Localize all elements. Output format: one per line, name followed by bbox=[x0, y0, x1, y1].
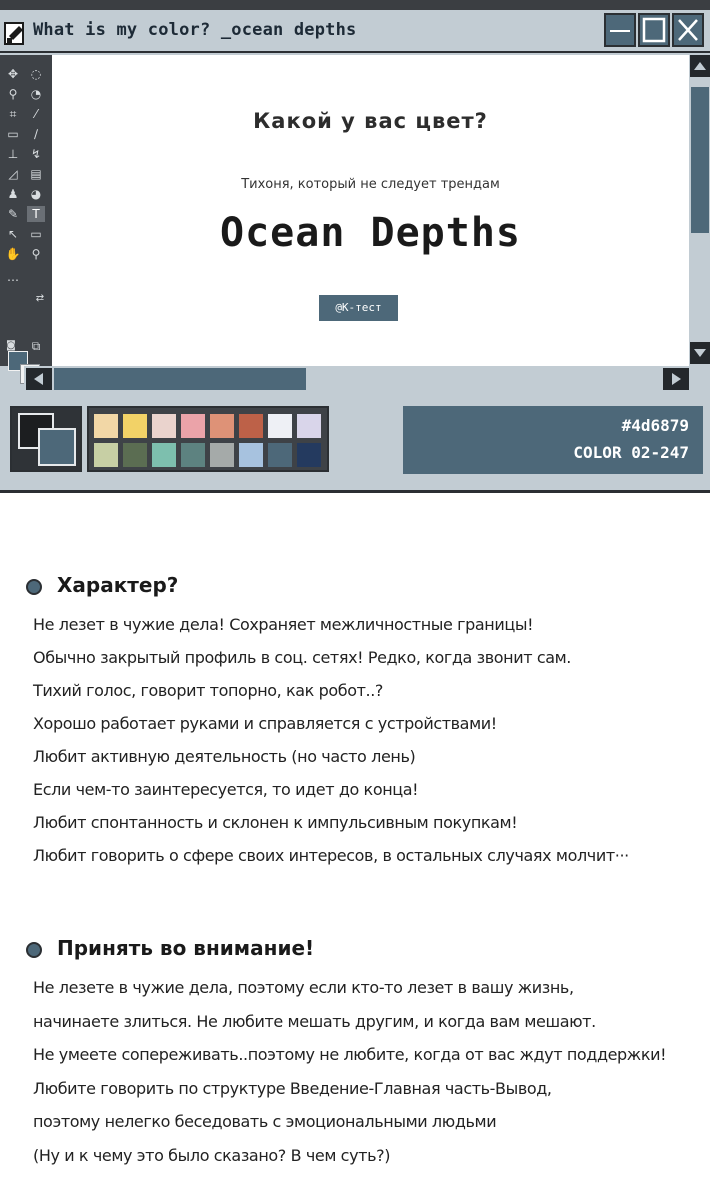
text-line: (Ну и к чему это было сказано? В чем суть?) bbox=[33, 1145, 391, 1165]
minimize-button[interactable] bbox=[604, 13, 636, 47]
marquee-icon[interactable]: ◌ bbox=[30, 67, 42, 81]
arrow-up-icon bbox=[690, 55, 710, 77]
color-name: Ocean Depths bbox=[220, 210, 521, 256]
character-lines bbox=[26, 615, 696, 879]
lasso-icon[interactable]: ◔ bbox=[30, 87, 42, 101]
text-line: Любит спонтанность и склонен к импульсивным покупкам! bbox=[33, 813, 518, 832]
text-line: Не лезете в чужие дела, поэтому если кто-то лезет в вашу жизнь, bbox=[33, 978, 574, 997]
palette-swatch[interactable] bbox=[123, 443, 147, 467]
color-info-panel bbox=[403, 406, 703, 474]
text-line: Любит говорить о сфере своих интересов, в остальных случаях молчит··· bbox=[33, 846, 629, 865]
text-line: Не умеете сопереживать..поэтому не любите, когда от вас ждут поддержки! bbox=[33, 1045, 667, 1065]
screen-mode-icon[interactable]: ⧉ bbox=[31, 339, 41, 353]
hand-icon[interactable]: ✋ bbox=[5, 247, 21, 261]
close-icon bbox=[674, 15, 702, 45]
eyedropper-icon[interactable]: ⁄ bbox=[34, 107, 37, 121]
app-window bbox=[0, 0, 710, 493]
color-picker[interactable] bbox=[10, 406, 82, 472]
rect-shape-icon[interactable]: ▭ bbox=[30, 227, 42, 241]
text-line: Тихий голос, говорит топорно, как робот..? bbox=[33, 681, 384, 700]
move-icon[interactable]: ✥ bbox=[7, 67, 19, 81]
scroll-up-button[interactable] bbox=[690, 55, 710, 77]
palette-swatch[interactable] bbox=[297, 443, 321, 467]
bullet-icon bbox=[26, 942, 42, 958]
palette-swatch[interactable] bbox=[297, 414, 321, 438]
blur-icon[interactable]: ♟ bbox=[7, 187, 19, 201]
palette-swatch[interactable] bbox=[268, 443, 292, 467]
zoom-icon[interactable]: ⚲ bbox=[31, 247, 41, 261]
magic-wand-icon[interactable]: ⚲ bbox=[8, 87, 18, 101]
scroll-down-button[interactable] bbox=[690, 342, 710, 364]
title-bar[interactable] bbox=[0, 10, 710, 53]
palette-swatch[interactable] bbox=[123, 414, 147, 438]
swap-colors-icon[interactable]: ⇄ bbox=[35, 293, 45, 304]
attention-section bbox=[26, 936, 696, 1180]
more-icon[interactable]: … bbox=[7, 270, 19, 284]
arrow-down-icon bbox=[690, 342, 710, 364]
minimize-icon bbox=[606, 15, 634, 45]
pen-icon[interactable]: ✎ bbox=[7, 207, 19, 221]
palette-swatch[interactable] bbox=[94, 443, 118, 467]
palette-swatch[interactable] bbox=[181, 443, 205, 467]
color-subtitle: Тихоня, который не следует трендам bbox=[241, 177, 500, 192]
heal-icon[interactable]: ▭ bbox=[7, 127, 19, 141]
history-brush-icon[interactable]: ↯ bbox=[30, 147, 42, 161]
eraser-icon[interactable]: ◿ bbox=[8, 167, 18, 181]
horizontal-scroll-thumb[interactable] bbox=[54, 368, 306, 390]
palette-swatch[interactable] bbox=[268, 414, 292, 438]
palette-swatch[interactable] bbox=[94, 414, 118, 438]
canvas bbox=[52, 55, 689, 366]
text-line: Любите говорить по структуре Введение-Главная часть-Вывод, bbox=[33, 1078, 552, 1098]
window-top-strip bbox=[0, 0, 710, 10]
hex-code: #4d6879 bbox=[621, 416, 689, 435]
text-line: Если чем-то заинтересуется, то идет до конца! bbox=[33, 780, 419, 799]
palette-swatch[interactable] bbox=[239, 414, 263, 438]
window-controls bbox=[604, 13, 704, 47]
section-header bbox=[26, 936, 696, 966]
app-icon bbox=[4, 22, 26, 46]
quick-mask-icon[interactable]: ◙ bbox=[6, 340, 16, 351]
color-code: COLOR 02-247 bbox=[573, 443, 689, 462]
attention-lines bbox=[26, 978, 696, 1180]
background-swatch[interactable] bbox=[38, 428, 76, 466]
character-section bbox=[26, 573, 696, 879]
dodge-icon[interactable]: ◕ bbox=[30, 187, 42, 201]
text-line: Хорошо работает руками и справляется с устройствами! bbox=[33, 714, 497, 733]
section-heading: Принять во внимание! bbox=[57, 936, 315, 960]
type-icon[interactable]: T bbox=[27, 206, 45, 222]
color-palette bbox=[87, 406, 329, 472]
vertical-scrollbar[interactable] bbox=[689, 55, 710, 366]
text-line: Любит активную деятельность (но часто лень) bbox=[33, 747, 416, 766]
maximize-icon bbox=[640, 15, 668, 45]
text-line: поэтому нелегко беседовать с эмоциональными людьми bbox=[33, 1112, 497, 1132]
palette-swatch[interactable] bbox=[152, 443, 176, 467]
scroll-left-button[interactable] bbox=[26, 368, 52, 390]
path-select-icon[interactable]: ↖ bbox=[7, 227, 19, 241]
bullet-icon bbox=[26, 579, 42, 595]
palette-swatch[interactable] bbox=[210, 414, 234, 438]
crop-icon[interactable]: ⌗ bbox=[9, 107, 17, 121]
palette-swatch[interactable] bbox=[152, 414, 176, 438]
section-heading: Характер? bbox=[57, 573, 179, 597]
palette-swatch[interactable] bbox=[181, 414, 205, 438]
stamp-icon[interactable]: ⊥ bbox=[7, 147, 19, 161]
text-line: Обычно закрытый профиль в соц. сетях! Редко, когда звонит сам. bbox=[33, 648, 571, 667]
close-button[interactable] bbox=[672, 13, 704, 47]
question-heading: Какой у вас цвет? bbox=[253, 109, 488, 133]
maximize-button[interactable] bbox=[638, 13, 670, 47]
tools-panel bbox=[0, 55, 52, 366]
palette-swatch[interactable] bbox=[210, 443, 234, 467]
text-line: Не лезет в чужие дела! Сохраняет межличностные границы! bbox=[33, 615, 534, 634]
arrow-right-icon bbox=[663, 368, 689, 390]
text-line: начинаете злиться. Не любите мешать другим, и когда вам мешают. bbox=[33, 1011, 596, 1031]
gradient-icon[interactable]: ▤ bbox=[30, 167, 42, 181]
horizontal-scrollbar[interactable] bbox=[24, 366, 692, 392]
brush-icon[interactable]: ∕ bbox=[33, 127, 39, 141]
palette-swatch[interactable] bbox=[239, 443, 263, 467]
window-title: What is my color? _ocean depths bbox=[33, 20, 357, 40]
vertical-scroll-thumb[interactable] bbox=[691, 87, 709, 233]
section-header bbox=[26, 573, 696, 603]
scroll-right-button[interactable] bbox=[663, 368, 689, 390]
arrow-left-icon bbox=[26, 368, 52, 390]
test-badge[interactable]: @К-тест bbox=[319, 295, 398, 321]
